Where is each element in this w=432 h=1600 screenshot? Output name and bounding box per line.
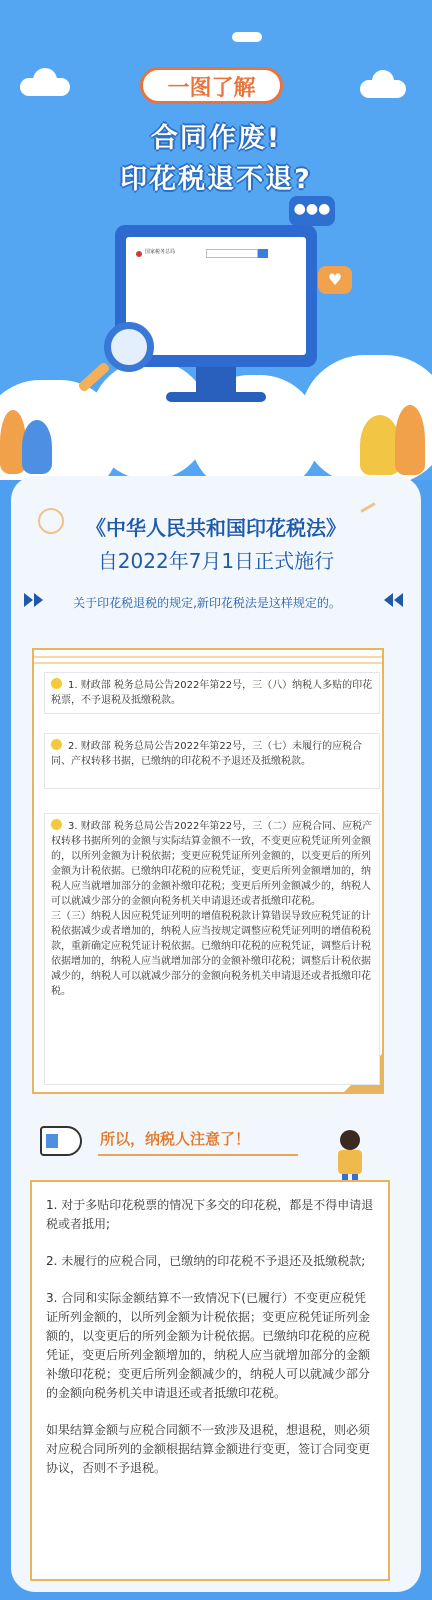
intro-text: 关于印花税退税的规定,新印花税法是这样规定的。 xyxy=(73,596,341,610)
chat-bubble-icon: ●●● xyxy=(289,196,335,226)
notice-text: 2. 财政部 税务总局公告2022年第22号，三（七）未履行的应税合同、产权转移书据，已缴纳的印花税不予退还及抵缴税款。 xyxy=(51,741,363,767)
cloud-decoration xyxy=(33,68,57,92)
list-item: 1. 对于多贴印花税票的情况下多交的印花税，都是不得申请退税或者抵用; xyxy=(46,1198,374,1231)
browser-search-button xyxy=(258,249,268,258)
notice-item xyxy=(44,813,380,1085)
page-title-line2: 印花税退不退? xyxy=(120,164,312,195)
divider xyxy=(34,656,382,658)
person-illustration xyxy=(340,1130,360,1150)
list-item: 如果结算金额与应税合同额不一致涉及退税，想退税，则必须对应税合同所列的金额根据结算金额进行变更，签订合同变更协议，否则不予退税。 xyxy=(46,1423,371,1475)
attention-title: 所以，纳税人注意了！ xyxy=(100,1130,251,1148)
site-logo: 国家税务总局 xyxy=(145,249,176,255)
heart-bubble-icon: ♥ xyxy=(318,266,352,294)
megaphone-icon xyxy=(40,1126,82,1156)
law-effective-date: 自2022年7月1日正式施行 xyxy=(97,549,335,573)
list-item: 3. 合同和实际金额结算不一致情况下(已履行）不变更应税凭证所列金额的，以所列金额为计税依据；变更应税凭证所列金额的，以变更后的所列金额为计税依据。已缴纳印花税的应税凭证，变更后所列金额增加的，纳税人应当就增加部分的金额补缴印花税；变更后所列金额减少的，纳税人可以就减少部分的金额向税务机关申请退还或者抵缴印花税。 xyxy=(46,1291,371,1400)
notice-text: 1. 财政部 税务总局公告2022年第22号，三（八）纳税人多贴的印花税票，不予退税及抵缴税款。 xyxy=(51,680,373,706)
notice-item xyxy=(44,733,380,789)
cloud-decoration xyxy=(372,70,394,92)
monitor-base xyxy=(166,392,266,402)
notice-text: 3. 财政部 税务总局公告2022年第22号，三（二）应税合同、应税产权转移书据所列的金额与实际结算金额不一致，不变更应税凭证所列金额的，以所列金额为计税依据；变更应税凭证所列金额的，以变更后的所列金额为计税依据。已缴纳印花税的应税凭证，变更后所列金额增加的，纳税人应当就增加部分的金额补缴印花税；变更后所列金额减少的，纳税人可以就减少部分的金额向税务机关申请退还或者抵缴印花税。 xyxy=(51,821,373,907)
monitor-screen xyxy=(126,237,306,355)
notice-text: 三（三）纳税人因应税凭证列明的增值税税款计算错误导致应税凭证的计税依据减少或者增加的，纳税人应当按规定调整应税凭证列明的增值税税款，重新确定应税凭证计税依据。已缴纳印花税的应税凭证，调整后计税依据增加的，纳税人应当就增加部分的金额补缴印花税；调整后计税依据减少的，纳税人可以就减少部分的金额向税务机关申请退还或者抵缴印花税。 xyxy=(51,911,371,997)
bullet-icon xyxy=(51,819,62,830)
magnifier-icon xyxy=(104,322,154,372)
divider xyxy=(34,662,382,664)
leaf-decoration xyxy=(360,415,400,475)
page-title-line1: 合同作废! xyxy=(150,123,282,154)
header-tag: 一图了解 xyxy=(140,67,283,104)
browser-search-input xyxy=(206,249,258,258)
header-banner xyxy=(0,0,432,480)
person-illustration xyxy=(338,1150,362,1174)
site-logo-icon xyxy=(136,251,142,257)
bullet-icon xyxy=(51,739,62,750)
law-title: 《中华人民共和国印花税法》 xyxy=(86,516,346,540)
bullet-icon xyxy=(51,678,62,689)
arrow-right-icon xyxy=(34,593,43,607)
arrow-left-icon xyxy=(384,593,393,607)
divider xyxy=(98,1154,298,1156)
arrow-left-icon xyxy=(394,593,403,607)
leaf-decoration xyxy=(395,405,425,475)
notice-item xyxy=(44,672,380,714)
cloud-decoration xyxy=(232,32,262,42)
arrow-right-icon xyxy=(24,593,33,607)
list-item: 2. 未履行的应税合同，已缴纳的印花税不予退还及抵缴税款; xyxy=(46,1254,366,1268)
attention-list xyxy=(30,1180,390,1581)
leaf-decoration xyxy=(22,420,52,474)
